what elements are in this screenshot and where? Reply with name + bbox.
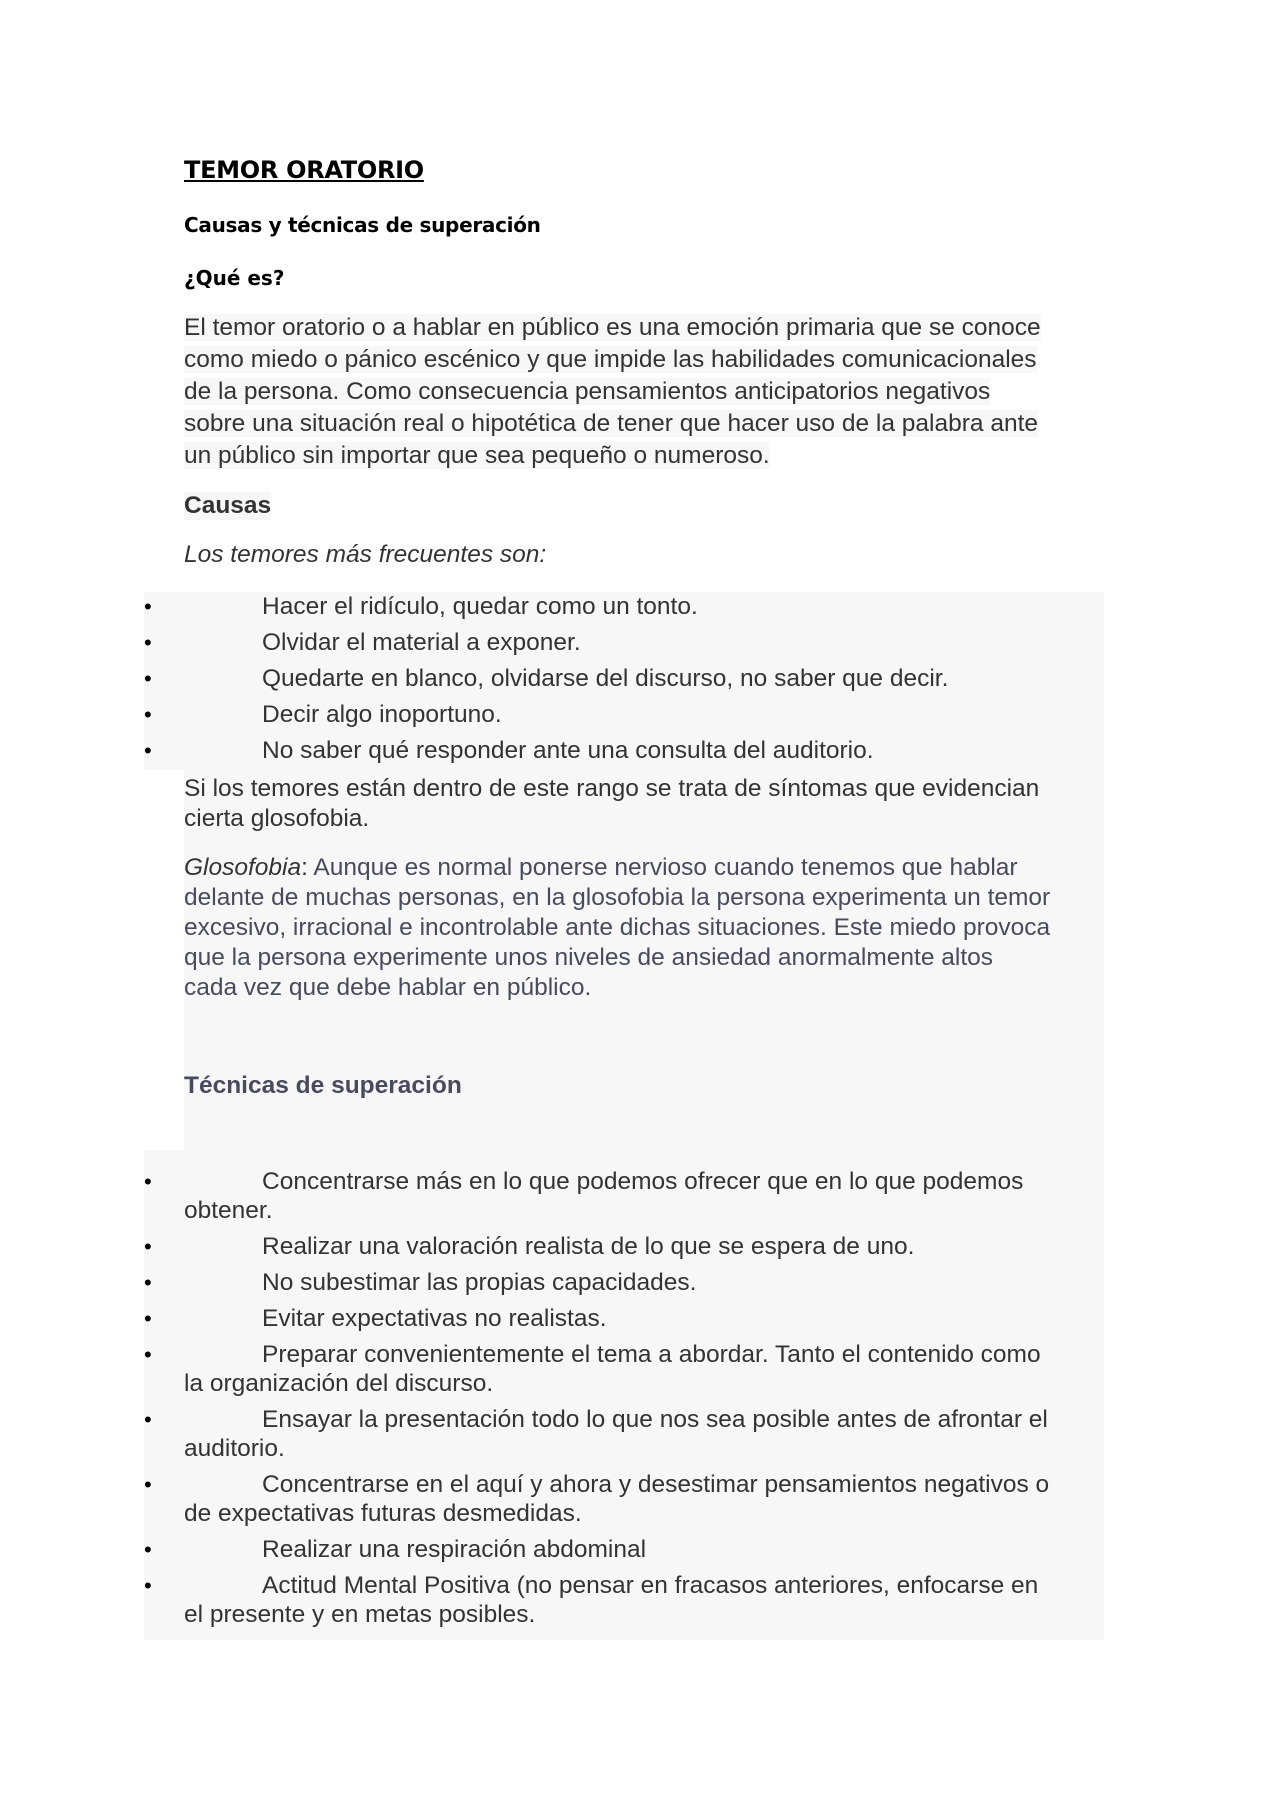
paragraph-line: Si los temores están dentro de este rango se trata de síntomas que evidencian [184, 775, 1040, 802]
list-item [144, 1571, 1104, 1629]
paragraph-line: cierta glosofobia. [184, 805, 370, 832]
list-item [144, 1470, 1104, 1528]
glosofobia-colon: : [301, 854, 308, 881]
list-item-text: Decir algo inoportuno. [262, 701, 502, 728]
bullet-icon: • [144, 702, 152, 727]
intro-paragraph [184, 312, 1104, 472]
bullet-icon: • [144, 1342, 152, 1367]
list-item-text: el presente y en metas posibles. [184, 1601, 536, 1628]
list-item [144, 1232, 1104, 1261]
causas-list [144, 592, 1104, 772]
tecnicas-list [144, 1167, 1104, 1636]
section-question-heading: ¿Qué es? [184, 266, 285, 290]
document-subtitle: Causas y técnicas de superación [184, 213, 541, 237]
list-item-text: de expectativas futuras desmedidas. [184, 1500, 582, 1527]
paragraph-line: delante de muchas personas, en la glosofobia la persona experimenta un temor [184, 884, 1051, 911]
list-item [144, 1304, 1104, 1333]
bullet-icon: • [144, 1472, 152, 1497]
list-item-text: Ensayar la presentación todo lo que nos sea posible antes de afrontar el [262, 1406, 1048, 1433]
bullet-icon: • [144, 630, 152, 655]
glosofobia-term: Glosofobia [184, 854, 302, 881]
bullet-icon: • [144, 666, 152, 691]
list-item [144, 1535, 1104, 1564]
paragraph-line: excesivo, irracional e incontrolable ante dichas situaciones. Este miedo provoca [184, 914, 1051, 941]
glosofobia-paragraph [184, 853, 1104, 1003]
list-item-text: No saber qué responder ante una consulta del auditorio. [262, 737, 874, 764]
sintomas-paragraph [184, 774, 1104, 834]
list-item [144, 736, 1104, 772]
list-item-text: Evitar expectativas no realistas. [262, 1305, 607, 1332]
bullet-icon: • [144, 1306, 152, 1331]
bullet-icon: • [144, 1573, 152, 1598]
list-item [144, 700, 1104, 736]
intro-line: como miedo o pánico escénico y que impide las habilidades comunicacionales [184, 346, 1037, 373]
list-item [144, 664, 1104, 700]
bullet-icon: • [144, 1169, 152, 1194]
list-item [144, 1268, 1104, 1297]
list-item-text: Realizar una respiración abdominal [262, 1536, 647, 1563]
causas-heading: Causas [184, 492, 272, 519]
list-item-text: obtener. [184, 1197, 273, 1224]
list-item-text: Hacer el ridículo, quedar como un tonto. [262, 593, 698, 620]
list-item [144, 1340, 1104, 1398]
bullet-icon: • [144, 1234, 152, 1259]
list-item-text: Olvidar el material a exponer. [262, 629, 581, 656]
intro-line: un público sin importar que sea pequeño o numeroso. [184, 442, 770, 469]
bullet-icon: • [144, 1407, 152, 1432]
paragraph-line: que la persona experimente unos niveles de ansiedad anormalmente altos [184, 944, 994, 971]
list-item-text: No subestimar las propias capacidades. [262, 1269, 697, 1296]
list-item-text: Quedarte en blanco, olvidarse del discurso, no saber que decir. [262, 665, 949, 692]
document-title: TEMOR ORATORIO [184, 156, 424, 184]
intro-line: El temor oratorio o a hablar en público es una emoción primaria que se conoce [184, 314, 1041, 341]
tecnicas-heading: Técnicas de superación [184, 1072, 462, 1099]
bullet-icon: • [144, 1270, 152, 1295]
list-item-text: la organización del discurso. [184, 1370, 494, 1397]
list-item [144, 628, 1104, 664]
bullet-icon: • [144, 738, 152, 763]
intro-line: de la persona. Como consecuencia pensamientos anticipatorios negativos [184, 378, 991, 405]
list-item [144, 592, 1104, 628]
list-item [144, 1167, 1104, 1225]
list-item-text: Concentrarse más en lo que podemos ofrecer que en lo que podemos [262, 1168, 1024, 1195]
list-item-text: Concentrarse en el aquí y ahora y desestimar pensamientos negativos o [262, 1471, 1050, 1498]
paragraph-line: cada vez que debe hablar en público. [184, 974, 592, 1001]
causas-intro: Los temores más frecuentes son: [184, 541, 547, 568]
intro-line: sobre una situación real o hipotética de tener que hacer uso de la palabra ante [184, 410, 1039, 437]
paragraph-line: Aunque es normal ponerse nervioso cuando tenemos que hablar [307, 854, 1018, 881]
bullet-icon: • [144, 1537, 152, 1562]
list-item-text: auditorio. [184, 1435, 285, 1462]
list-item-text: Preparar convenientemente el tema a abordar. Tanto el contenido como [262, 1341, 1041, 1368]
list-item-text: Realizar una valoración realista de lo que se espera de uno. [262, 1233, 915, 1260]
bullet-icon: • [144, 594, 152, 619]
list-item [144, 1405, 1104, 1463]
list-item-text: Actitud Mental Positiva (no pensar en fracasos anteriores, enfocarse en [262, 1572, 1039, 1599]
